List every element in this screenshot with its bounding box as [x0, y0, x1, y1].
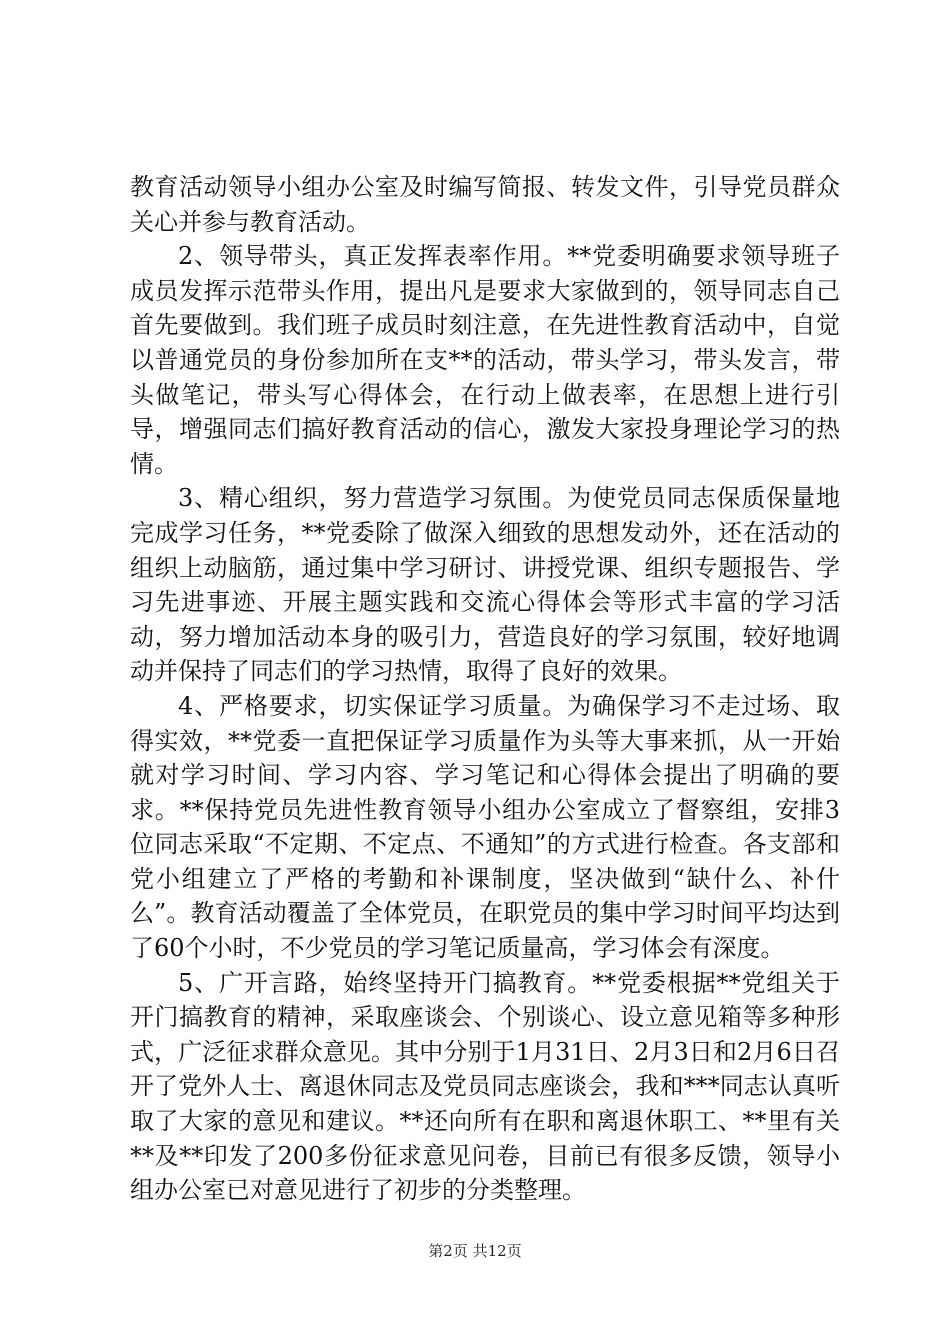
paragraph-5-open-education: 5、广开言路，始终坚持开门搞教育。**党委根据**党组关于开门搞教育的精神，采取座谈会、个别谈心、设立意见箱等多种形式，广泛征求群众意见。其中分别于1月31日、2月3日和2月6日召开了党外人士、离退休同志及党员同志座谈会，我和***同志认真听取了大家的意见和建议。**还向所有在职和离退休职工、**里有关**及**印发了200多份征求意见问卷，目前已有很多反馈，领导小组办公室已对意见进行了初步的分类整理。 — [130, 968, 840, 1205]
body-text — [130, 170, 840, 1208]
paragraph-4-requirements: 4、严格要求，切实保证学习质量。为确保学习不走过场、取得实效，**党委一直把保证学习质量作为头等大事来抓，从一开始就对学习时间、学习内容、学习笔记和心得体会提出了明确的要求。**保持党员先进性教育领导小组办公室成立了督察组，安排3位同志采取“不定期、不定点、不通知”的方式进行检查。各支部和党小组建立了严格的考勤和补课制度，坚决做到“缺什么、补什么”。教育活动覆盖了全体党员，在职党员的集中学习时间平均达到了60个小时，不少党员的学习笔记质量高，学习体会有深度。 — [130, 691, 840, 963]
paragraph-3-organization: 3、精心组织，努力营造学习氛围。为使党员同志保质保量地完成学习任务，**党委除了做深入细致的思想发动外，还在活动的组织上动脑筋，通过集中学习研讨、讲授党课、组织专题报告、学习先进事迹、开展主题实践和交流心得体会等形式丰富的学习活动，努力增加活动本身的吸引力，营造良好的学习氛围，较好地调动并保持了同志们的学习热情，取得了良好的效果。 — [130, 484, 840, 686]
paragraph-continuation: 教育活动领导小组办公室及时编写简报、转发文件，引导党员群众关心并参与教育活动。 — [130, 173, 840, 236]
page-footer: 第2页 共12页 — [428, 1242, 522, 1260]
paragraph-2-leadership: 2、领导带头，真正发挥表率作用。**党委明确要求领导班子成员发挥示范带头作用，提出凡是要求大家做到的，领导同志自己首先要做到。我们班子成员时刻注意，在先进性教育活动中，自觉以普通党员的身份参加所在支**的活动，带头学习，带头发言，带头做笔记，带头写心得体会，在行动上做表率，在思想上进行引导，增强同志们搞好教育活动的信心，激发大家投身理论学习的热情。 — [130, 242, 840, 478]
